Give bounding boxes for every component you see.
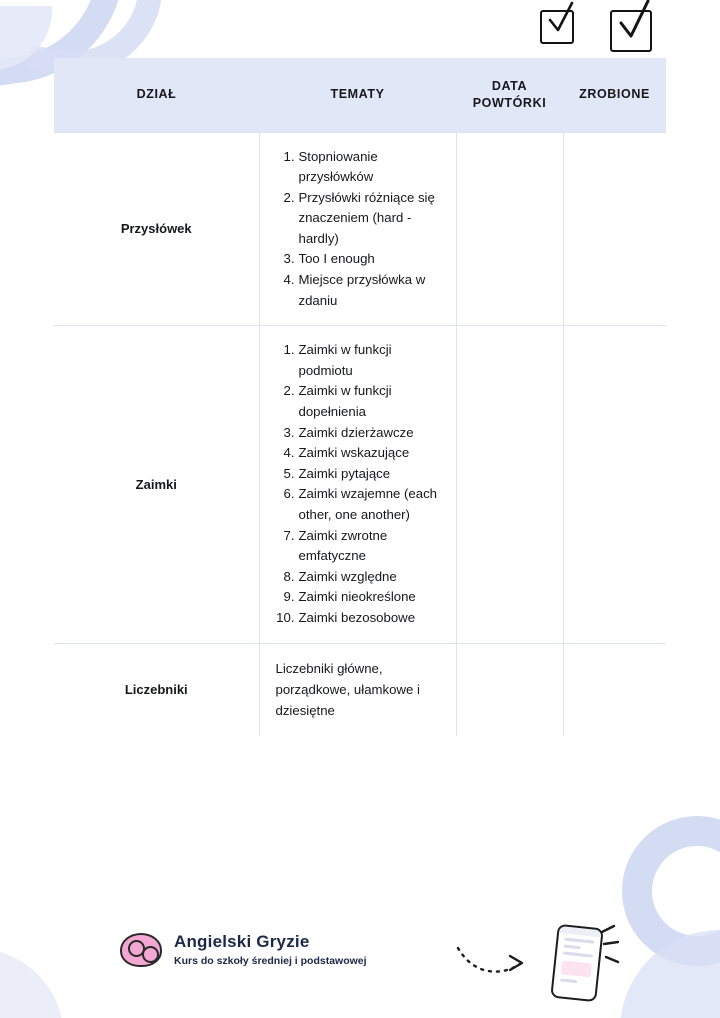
list-item [276,270,440,311]
list-number: 4. [283,272,295,288]
cell-zrobione[interactable] [563,643,666,736]
cell-dzial: Przysłówek [54,132,259,326]
cell-tematy [259,132,456,326]
table-header [54,58,666,132]
list-item [276,443,440,464]
page-footer [0,918,720,1018]
list-number: 4. [283,445,295,461]
topic-list [276,340,440,628]
list-item [276,188,440,250]
list-text: Miejsce przysłówka w zdaniu [298,272,426,308]
column-header-dzial: DZIAŁ [54,58,259,132]
cell-data-powtorki[interactable] [456,326,563,643]
table-body [54,132,666,736]
list-text: Zaimki wzajemne (each other, one another) [298,486,438,522]
brand-subtitle: Kurs do szkoły średniej i podstawowej [174,955,367,967]
table-header-row [54,58,666,132]
phone-line [564,938,594,944]
column-header-data-line2: POWTÓRKI [472,95,547,110]
list-number: 5. [283,465,295,481]
curved-arrow-icon [456,942,530,982]
list-text: Zaimki bezosobowe [298,609,416,625]
checkbox-icon-group [540,10,652,52]
brand-logo [120,932,367,967]
column-header-zrobione: ZROBIONE [563,58,666,132]
list-text: Zaimki w funkcji podmiotu [298,342,392,378]
phone-statusbar [559,926,602,937]
cell-data-powtorki[interactable] [456,643,563,736]
topic-list [276,147,440,312]
list-number: 7. [283,527,295,543]
decorative-blob-top-left-3 [0,6,52,70]
smartphone-icon [550,924,603,1002]
column-header-data-powtorki [456,58,563,132]
brain-icon [120,933,162,967]
list-number: 2. [283,189,295,205]
table-row [54,643,666,736]
list-item [276,526,440,567]
phone-card [561,960,592,977]
cell-zrobione[interactable] [563,326,666,643]
list-item [276,608,440,629]
list-item [276,464,440,485]
list-item [276,381,440,422]
list-text: Zaimki względne [298,568,397,584]
cell-tematy [259,643,456,736]
list-text: Too I enough [298,251,375,267]
list-text: Zaimki nieokreślone [298,589,416,605]
phone-line [564,945,581,950]
revision-table [54,58,666,736]
checkbox-checked-icon-small[interactable] [540,10,574,44]
list-text: Przysłówki różniące się znaczeniem (hard - hardly) [298,189,435,246]
list-number: 1. [283,148,295,164]
column-header-tematy: TEMATY [259,58,456,132]
list-number: 1. [283,342,295,358]
list-number: 3. [283,424,295,440]
list-number: 3. [283,251,295,267]
list-text: Zaimki zwrotne emfatyczne [298,527,388,564]
column-header-data-line1: DATA [491,78,528,93]
cell-dzial: Liczebniki [54,643,259,736]
list-number: 9. [283,589,295,605]
list-item [276,340,440,381]
list-number: 2. [283,383,295,399]
sparkle-icon [598,924,628,970]
list-text: Zaimki wskazujące [298,445,410,461]
table-row [54,132,666,326]
phone-line [560,978,577,983]
list-text: Zaimki dzierżawcze [298,424,414,440]
list-number: 10. [276,609,295,625]
topic-text: Liczebniki główne, porządkowe, ułamkowe i dziesiętne [275,660,420,719]
list-text: Zaimki pytające [298,465,391,481]
list-item [276,423,440,444]
list-item [276,484,440,525]
list-number: 8. [283,568,295,584]
cell-data-powtorki[interactable] [456,132,563,326]
brand-text [174,932,367,967]
phone-line [563,951,593,957]
list-text: Stopniowanie przysłówków [298,148,378,185]
list-item [276,249,440,270]
table-row [54,326,666,643]
cell-tematy [259,326,456,643]
checkbox-checked-icon-large[interactable] [610,10,652,52]
cell-dzial: Zaimki [54,326,259,643]
cell-zrobione[interactable] [563,132,666,326]
list-text: Zaimki w funkcji dopełnienia [298,383,392,420]
list-item [276,567,440,588]
list-item [276,587,440,608]
list-number: 6. [283,486,295,502]
brand-title: Angielski Gryzie [174,932,310,951]
list-item [276,147,440,188]
